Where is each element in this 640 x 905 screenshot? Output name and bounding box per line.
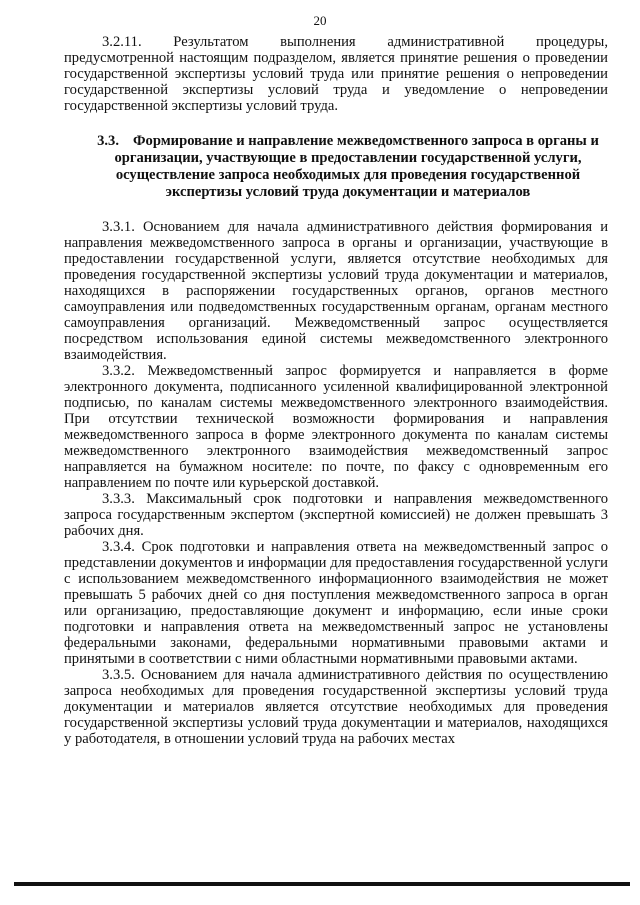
paragraph-3-3-4: 3.3.4. Срок подготовки и направления ответа на межведомственный запрос о представлении документов и информации для предоставления государственной услуги с использованием межведомственного информационного взаимодействия не может превышать 5 рабочих дней со дня поступления межведомственного запроса в орган или организацию, предоставляющие документ и информацию, если иные сроки подготовки и направления ответа на межведомственный запрос не установлены федеральными законами, федеральными нормативными правовыми актами и принятыми в соответствии с ними областными нормативными правовыми актами. [64,539,608,667]
paragraph-3-3-5: 3.3.5. Основанием для начала административного действия по осуществлению запроса необходимых для проведения государственной экспертизы условий труда документации и материалов является отсутствие необходимых для проведения государственной экспертизы условий труда документации и материалов, находящихся у работодателя, в отношении условий труда на рабочих местах [64,667,608,747]
paragraph-3-2-11: 3.2.11. Результатом выполнения административной процедуры, предусмотренной настоящим подразделом, является принятие решения о проведении государственной экспертизы условий труда или принятие решения о непроведении государственной экспертизы условий труда и уведомление о непроведении государственной экспертизы условий труда. [64,34,608,114]
section-heading [64,133,608,201]
paragraph-3-3-2: 3.3.2. Межведомственный запрос формируется и направляется в форме электронного документа, подписанного усиленной квалифицированной электронной подписью, по каналам системы межведомственного электронного взаимодействия. При отсутствии технической возможности формирования и направления межведомственного запроса в форме электронного документа по каналам системы межведомственного электронного взаимодействия межведомственный запрос направляется на бумажном носителе: по почте, по факсу с одновременным его направлением по почте или курьерской доставкой. [64,363,608,491]
paragraph-3-3-3: 3.3.3. Максимальный срок подготовки и направления межведомственного запроса государственным экспертом (экспертной комиссией) не должен превышать 3 рабочих дня. [64,491,608,539]
page-number: 20 [313,13,327,28]
paragraph-3-3-1: 3.3.1. Основанием для начала административного действия формирования и направления межведомственного запроса в органы и организации, участвующие в предоставлении государственной услуги, является отсутствие необходимых для проведения государственной экспертизы условий труда документации и материалов, находящихся в распоряжении государственных органов, органов местного самоуправления или подведомственных государственным органам, органам местного самоуправления организаций. Межведомственный запрос осуществляется посредством использования единой системы межведомственного электронного взаимодействия. [64,219,608,363]
bottom-rule [14,882,630,886]
document-body [64,34,608,747]
section-title: Формирование и направление межведомственного запроса в органы и организации, участвующие в предоставлении государственной услуги, осуществление запроса необходимых для проведения государственной экспертизы условий труда документации и материалов [114,133,599,200]
section-number: 3.3. [97,133,119,149]
